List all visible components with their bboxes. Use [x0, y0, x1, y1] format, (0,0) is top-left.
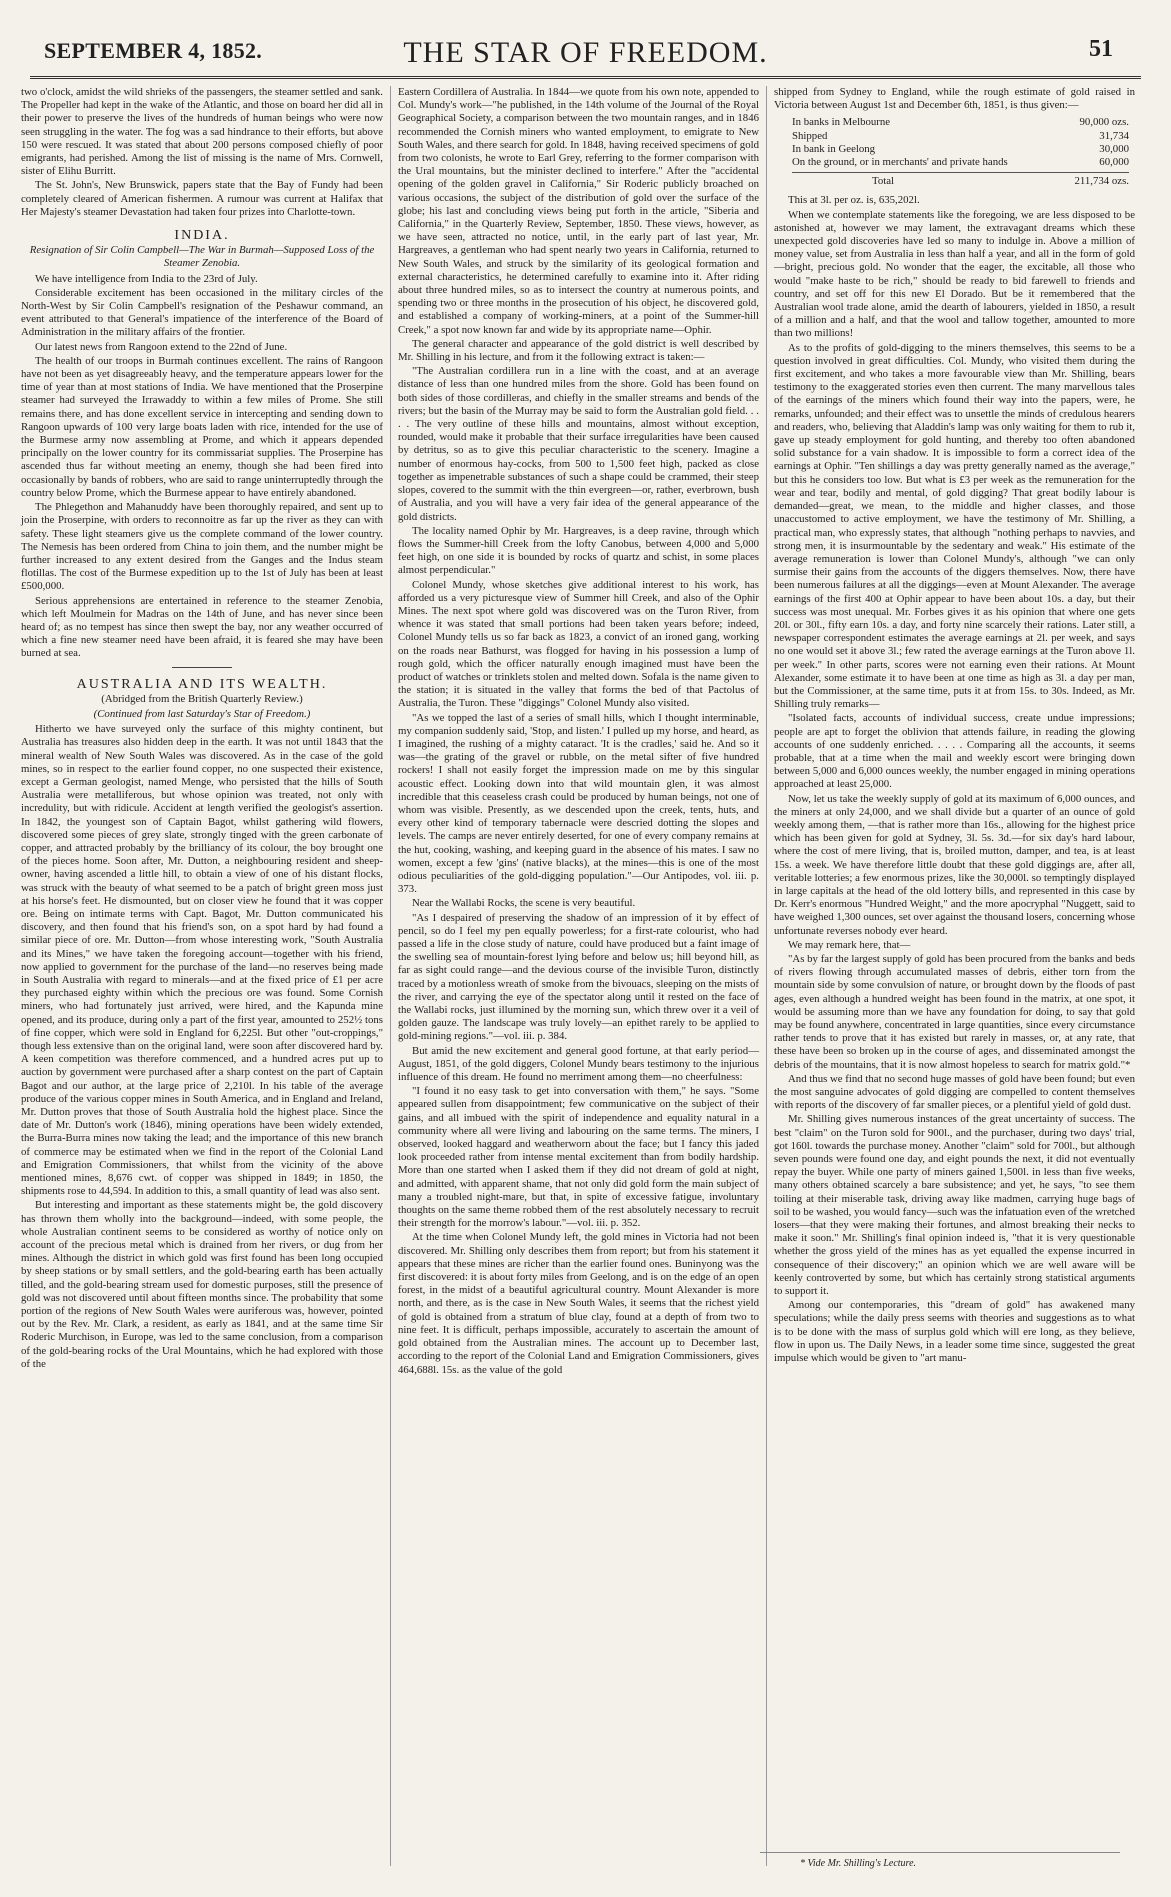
- article-paragraph: Hitherto we have surveyed only the surface of this mighty continent, but Australia has treasures also hidden deep in the earth. It was not until 1843 that the mineral wealth of New South Wales was discovered. As in the case of the gold mines, so in respect to the earlier found copper, no one suspected their existence, except a German geologist, named Menge, who persisted that the hills of South Australia were metalliferous, but whose opinion was treated, not only with incredulity, but with ridicule. Accident at length verified the geologist's assertion. In 1842, the youngest son of Captain Bagot, whilst gathering wild flowers, discovered some pieces of grey slate, strongly tinged with the green carbonate of copper, and attracted probably by the brilliancy of its colour, the boy brought one of the pieces home. Soon after, Mr. Dutton, a neighbouring resident and sheep-owner, having ascended a little hill, to obtain a view of one of his distant flocks, was struck with the beauty of what seemed to be a patch of bright green moss just at his horse's feet. He dismounted, but on closer view he found that it was copper ore. Being on intimate terms with Capt. Bagot, Mr. Dutton communicated his discovery, and then found that his friend's son, on a spot hard by had found a similar piece of ore. Mr. Dutton—from whose interesting work, "South Australia and its Mines," we have taken the foregoing account—together with his friend, now applied to government for the purchase of the land—no reserves being made in South Australia with regard to minerals—and at the fixed price of £1 per acre they purchased eighty within which the precious ore was found. Some Cornish miners, who had fortunately just arrived, were hired, and the Kapunda mine opened, and its produce, during only a part of the first year, amounted to 252½ tons of fine copper, which were sold in England for 6,225l. But other "out-croppings," though less extensive than on the original land, were soon after discovered hard by. A keen competition was therefore commenced, and a hundred acres put up to auction by government were purchased after a sharp contest on the part of Captain Bagot and our author, at the large price of 2,210l. In his table of the average produce of the various copper mines in South America, and in England and Ireland, Mr. Dutton proves that those of South Australia hold the highest place. Since the date of Mr. Dutton's work (1846), mining operations have been widely extended, the Burra-Burra mines now taking the lead; and the importance of this new branch of commerce may be estimated when we find in the report of the Colonial Land and Emigration Commissioners, that whilst from the vicinity of the above mentioned mines, 8,676 cwt. of copper was shipped in 1849; in 1850, the shipments rose to 44,594. In addition to this, a small quantity of lead was also sent.: [21, 723, 383, 1198]
- quote-paragraph: "As I despaired of preserving the shadow of an impression of it by effect of pencil, so do I feel my pen equally powerless; for a first-rate colourist, who had passed a life in the close study of nature, could have produced but a faint image of the swelling sea of mountain-forest lying before and below us; hill beyond hill, as far as sight could range—and the devious course of the invisible Turon, distinctly traced by a motionless wreath of smoke from the bivouacs, sleeping on the mists of the river, and carrying the eye of the spectator along until it rested on the face of the Wallabi rocks, just illumined by the morning sun, which threw over it a veil of golden gauze. The landscape was truly lovely—an epithet rarely to be applied to gold-mining regions."—vol. iii. p. 384.: [398, 911, 759, 1043]
- article-paragraph: This at 3l. per oz. is, 635,202l.: [788, 194, 920, 207]
- article-paragraph: two o'clock, amidst the wild shrieks of the passengers, the steamer settled and sank. The Propeller had kept in the wake of the Atlantic, and those on board her did all in their power to preserve the lives of the hundreds of human beings who were now seen struggling in the water. The fog was a sad hindrance to their efforts, but above 150 were rescued. It was stated that about 200 persons composed chiefly of poor emigrants, had perished. Among the list of missing is the name of Mrs. Cornwell, sister of Elihu Burritt.: [21, 86, 383, 178]
- article-paragraph: Among our contemporaries, this "dream of gold" has awakened many speculations; while the daily press seems with theories and suggestions as to what is to be done with the mass of surplus gold which will ere long, as they believe, flow in upon us. The Daily News, in a leader some time since, suggested the great impulse which would be given to "art manu-: [774, 1299, 1135, 1365]
- header-rule: [30, 76, 1141, 79]
- gold-table-value: 90,000 ozs.: [1079, 116, 1129, 129]
- article-paragraph: Serious apprehensions are entertained in reference to the steamer Zenobia, which left Moulmein for Madras on the 14th of June, and has never since been heard of; as no tempest has since then swept the bay, nor any weather occurred of which a fine new steamer need have been afraid, it is feared she may have been burned at sea.: [21, 594, 383, 660]
- article-paragraph: As to the profits of gold-digging to the miners themselves, this seems to be a question involved in great difficulties. Col. Mundy, who visited them during the first excitement, and who takes a more favourable view than Mr. Shilling, bears testimony to the exaggerated stories even then current. The many marvellous tales of the earnings of the miners which found their way into the papers, were, he remarks, unfounded; and their effect was to unsettle the minds of credulous hearers and readers, who, believing that Aladdin's lamp was only waiting for them to rub it, gave up steady employment for gold hunting, and thereby too often abandoned solid substance for a vain shadow. It is impossible to form a correct idea of the earnings at Ophir. "Ten shillings a day was pretty generally named as the average," but this he considers too low. But what is £3 per week as the remuneration for the wear and tear, bodily and mental, of gold digging? That great bodily labour is demanded—great, we mean, to the middle and higher classes, and those unaccustomed to active employment, we have the testimony of Mr. Shilling, a practical man, who expressly states, that although "nothing perhaps to navvies, and strong men, it is insurmountable by the sedentary and weak." His estimate of the average remuneration is lower than Colonel Mundy's, although "we can only surmise their gains from the accounts of the diggers themselves. Now, there have been numerous failures at all the diggings—even at Mount Alexander. The average earnings of the first 400 at Ophir appear to have been about 10s. a day, but their success was most unequal. Mr. Forbes gives it as his opinion that where one gets 20l. or 30l., fifty earn 10s. a day, and forty nine scarcely their rations. Later still, a newspaper correspondent estimates the average earnings at 2l. per week, and says no one would set it above 3l.; few rated the average earnings at the Turon above 1l. per week." In other parts, scores were not earning even their rations. At Mount Alexander, some estimate it to have been at one time as high as 3l. a day per man, but the Commissioner, at the same time, puts it at from 15s. to 30s. Indeed, as Mr. Shilling truly remarks—: [774, 341, 1135, 711]
- article-paragraph: Considerable excitement has been occasioned in the military circles of the North-West by Sir Colin Campbell's resignation of the Peshawur command, an event attributed to that General's impatience of the interference of the Board of Administration in the military affairs of the frontier.: [21, 286, 383, 339]
- newspaper-title: THE STAR OF FREEDOM.: [403, 36, 768, 69]
- article-paragraph: Colonel Mundy, whose sketches give additional interest to his work, has afforded us a very picturesque view of Summer hill Creek, and also of the Ophir Mines. The next spot where gold was discovered was on the Turon River, from whence it was stated that small portions had been taken years before; indeed, Colonel Mundy tells us so far back as 1823, a convict of an ironed gang, working on the roads near Bathurst, was flogged for having in his possession a lump of rough gold, which the officer naturally enough imagined must have been the product of watches or trinklets stolen and melted down. Sofala is the name given to the station; it is situated in the valley that forms the bed of that Pactolus of Australia, the Turon. These "diggings" Colonel Mundy also visited.: [398, 578, 759, 710]
- quote-paragraph: "The Australian cordillera run in a line with the coast, and at an average distance of less than one hundred miles from the shore. Gold has been found on both sides of those cordilleras, and chiefly in the smaller streams and bends of the rivers; but the basin of the Murray may be said to form the Australian gold field. . . . . The very outline of these hills and mountains, almost without exception, rounded, would make it probable that their surface irregularities have been caused by detritus, so as to give this peculiar characteristic to the scenery. Imagine a number of enormous hay-cocks, from 500 to 1,500 feet high, packed as close together as impenetrable substances of such a shape could be crammed, their steep slopes, covered to the summit with the thin evergreen—or, rather, everbrown, bush of Australia, and you will have a very fair idea of the general appearance of the gold districts.: [398, 365, 759, 523]
- gold-table-total: [792, 172, 1129, 188]
- section-heading-india: INDIA.: [174, 228, 230, 244]
- quote-paragraph: The locality named Ophir by Mr. Hargreaves, is a deep ravine, through which flows the Summer-hill Creek from the lofty Canobus, between 4,000 and 5,000 feet high, on one side it is bounded by rocks of quartz and schist, in some places almost perpendicular.": [398, 524, 759, 577]
- article-paragraph: We may remark here, that—: [788, 938, 911, 951]
- article-paragraph: The Phlegethon and Mahanuddy have been thoroughly repaired, and sent up to join the Proserpine, with orders to reconnoitre as far up the river as they can with safety. These light steamers give us the complete command of the lower country. The Nemesis has been ordered from China to join them, and the number might be further increased to any extent desired from the Ganges and the Indus steam flotillas. The cost of the Burmese expedition up to the 1st of July has been at least £500,000.: [21, 501, 383, 593]
- article-paragraph: And thus we find that no second huge masses of gold have been found; but even the most sanguine advocates of gold digging are compelled to content themselves with reports of the discovery of far smaller pieces, or a plentiful yield of gold dust.: [774, 1072, 1135, 1112]
- gold-table-label: Shipped: [792, 129, 828, 142]
- gold-table-total-value: 211,734 ozs.: [1074, 175, 1129, 188]
- article-paragraph: Now, let us take the weekly supply of gold at its maximum of 6,000 ounces, and the miners at only 24,000, and we shall divide but a quarter of an ounce of gold weekly among them, —that is rather more than 16s., allowing for the highest price which has been given for gold at Sydney, 3l. 5s. 3d.—for six day's hard labour, where the cost of mere living, that is, broiled mutton, damper, and tea, is at least 15s. a week. We have therefore little doubt that these gold diggings are, after all, veritable lotteries; a few enormous prizes, like the 30,000l. so temptingly displayed in large capitals at the head of the old lottery bills, and represented in this case by Dr. Kerr's enormous "Hundred Weight," and the more apocryphal "Nuggett, said to have weighed 1,300 ounces, set over against the thousand losers, concerning whose unfortunate reverses nobody ever heard.: [774, 792, 1135, 937]
- gold-table-label: In banks in Melbourne: [792, 116, 891, 129]
- article-paragraph: The St. John's, New Brunswick, papers state that the Bay of Fundy had been completely cleared of American fishermen. A rumour was current at Halifax that Her Majesty's steamer Devastation had taken four prizes into Charlotte-town.: [21, 179, 383, 218]
- column-2: [390, 86, 766, 1866]
- gold-table-row: [792, 130, 1129, 143]
- gold-table-row: [792, 143, 1129, 156]
- footnote: * Vide Mr. Shilling's Lecture.: [800, 1858, 917, 1869]
- article-paragraph: The health of our troops in Burmah continues excellent. The rains of Rangoon have not been as yet disagreeably heavy, and the temperature appears lower for the time of year than at most stations of India. We have mentioned that the Proserpine steamer had surveyed the Irrawaddy to within a few miles of Prome. She still remains there, and has done excellent service in intercepting and sending down to Rangoon upwards of 100 very large boats laden with rice, intended for the use of the Burmese army now assembling at Prome, and which it appears depended principally on the lower country for its commissariat supplies. The Proserpine has ascended thus far without meeting an enemy, though she had been fired into occasionally by bands of robbers, who are said to range uninterruptedly through the country below Prome, which the Burmese appear to have entirely abandoned.: [21, 354, 383, 499]
- section-subheading: (Continued from last Saturday's Star of Freedom.): [93, 707, 311, 720]
- article-paragraph: But amid the new excitement and general good fortune, at that early period—August, 1851, of the gold diggers, Colonel Mundy bears testimony to the injurious influence of this dream. He found no merriment among them—no cheerfulness:: [398, 1044, 759, 1084]
- gold-table-value: 60,000: [1099, 156, 1129, 169]
- article-paragraph: But interesting and important as these statements might be, the gold discovery has thrown them wholly into the background—indeed, with some people, the whole Australian continent seems to be considered as worthy of notice only on account of the precious metal which is drained from her rivers, or dug from her mines. Although the district in which gold was first found has been long occupied by sheep stations or by small settlers, and the gold-bearing earth has been actually tilled, and the gold-bearing stream used for domestic purposes, still the presence of gold was not discovered until about fifteen months since. The probability that some portion of the regions of New South Wales were auriferous was, however, pointed out by the Rev. Mr. Clark, a resident, as early as 1841, and at the same time Sir Roderic Murchison, in Europe, was led to the same conclusion, from a comparison of the gold-bearing rocks of the Ural Mountains, which he had explored with those of the: [21, 1199, 383, 1370]
- page-number: 51: [1089, 36, 1113, 62]
- column-1: [14, 86, 390, 1866]
- section-heading-australia: AUSTRALIA AND ITS WEALTH.: [76, 676, 328, 692]
- quote-paragraph: "As we topped the last of a series of small hills, which I thought interminable, my companion suddenly said, 'Stop, and listen.' I pulled up my horse, and heard, as I imagined, the rushing of a mighty cataract. 'It is the cradles,' said he. And so it was—the grating of the gravel or rubble, on the metal sifter of five hundred rockers! I shall not easily forget the impression made on me by this singular acoustic effect. Looking down into that wild mountain glen, it was almost incredible that this ceaseless crash could be produced by human beings, not one of whom was visible. Presently, as we descended upon the creek, tents, huts, and every other kind of temporary tabernacle were descried dotting the slopes and levels. The camps are never entirely deserted, for one of every company remains at the hut, cooking, washing, and keeping guard in the absence of his mates. I saw no women, except a few 'gins' (native blacks), at the mines—this is one of the most odious peculiarities of the gold-digging population."—Our Antipodes, vol. iii. p. 373.: [398, 711, 759, 896]
- article-paragraph: Eastern Cordillera of Australia. In 1844—we quote from his own note, appended to Col. Mundy's work—"he published, in the 14th volume of the Journal of the Royal Geographical Society, a comparison between the two mountain ranges, and in 1846 recommended the Cornish miners who wanted employment, to emigrate to New South Wales, and there search for gold. In 1848, having received specimens of gold from two colonists, he wrote to Earl Grey, referring to the former comparison with the Ural mountains, but the minister declined to interfere." After the "accidental opening of the golden gravel in California," Sir Roderic publicly broached on various occasions, the subject of the distribution of gold over the surface of the globe; his last and concluding views being put forth in the article, "Siberia and California," in the Quarterly Review, September, 1850. These views, however, as we have seen, attracted no notice, until, in the early part of last year, Mr. Hargreaves, a gentleman who had spent nearly two years in California, returned to New South Wales, and struck by the similarity of its geological formation and external characteristics, he determined carefully to examine into it. After riding about three hundred miles, so as to intersect the country at numerous points, and spending two or three months in the prosecution of his object, he discovered gold, and established a company of working-miners, at a point of the Summer-hill Creek," a spot now known far and wide by its appropriate name—Ophir.: [398, 86, 759, 336]
- masthead: [0, 0, 1171, 70]
- article-paragraph: At the time when Colonel Mundy left, the gold mines in Victoria had not been discovered. Mr. Shilling only describes them from report; but from his statement it appears that these mines are richer than the earlier found ones. Buninyong was the first discovered: it is about forty miles from Geelong, and is on the edge of an open forest, in the midst of a beautiful agricultural country. Mount Alexander is more north, and there, as is the case in New South Wales, it seems that the richest yield of gold is obtained from a stratum of blue clay, found at a depth of from two to nine feet. It is difficult, perhaps impossible, accurately to ascertain the amount of gold obtained from the Australian mines. The account up to December last, according to the report of the Colonial Land and Emigration Commissioners, gives 464,688l. 15s. as the value of the gold: [398, 1231, 759, 1376]
- gold-table-row: [792, 156, 1129, 169]
- gold-table-row: [792, 116, 1129, 129]
- section-subheading: (Abridged from the British Quarterly Review.): [101, 692, 303, 705]
- gold-table-value: 30,000: [1099, 142, 1129, 155]
- article-paragraph: Near the Wallabi Rocks, the scene is very beautiful.: [412, 897, 636, 910]
- article-paragraph: We have intelligence from India to the 23rd of July.: [35, 272, 258, 285]
- article-paragraph: When we contemplate statements like the foregoing, we are less disposed to be astonished at, however we may lament, the extravagant dreams which these unexpected gold discoveries have led so many to indulge in. Above a million of money value, set from Australia in less than half a year, and all in the form of gold—bright, precious gold. No wonder that the eager, the excitable, all those who would "make haste to be rich," should be ready to bid farewell to friends and country, and set off for this new El Dorado. But be it remembered that the Australian wool trade alone, amid the dearth of labourers, yielded in 1850, a result of a million and a half, and that the wool and tallow together, amounted to more than two millions!: [774, 208, 1135, 340]
- article-paragraph: Our latest news from Rangoon extend to the 22nd of June.: [35, 340, 288, 353]
- quote-paragraph: "Isolated facts, accounts of individual success, create undue impressions; people are apt to forget the oblivion that attends failure, in reading the glowing accounts of one suddenly enriched. . . . . Comparing all the accounts, it seems probable, that at a time when the mail and weekly escort were bringing down between 5,000 and 6,000 ounces weekly, the number engaged in mining operations approached at least 25,000.: [774, 712, 1135, 791]
- column-3: [766, 86, 1142, 1866]
- section-divider: [172, 667, 232, 668]
- gold-table: [792, 116, 1129, 188]
- article-paragraph: shipped from Sydney to England, while the rough estimate of gold raised in Victoria between August 1st and December 6th, 1851, is thus given:—: [774, 86, 1135, 112]
- gold-table-label: On the ground, or in merchants' and private hands: [792, 156, 1008, 169]
- gold-table-value: 31,734: [1099, 129, 1129, 142]
- issue-date: SEPTEMBER 4, 1852.: [44, 38, 263, 63]
- quote-paragraph: "I found it no easy task to get into conversation with them," he says. "Some appeared sullen from disappointment; few communicative on the subject of their gains, and all imbued with the spirit of independence and equality natural in a community where all were living and labouring on the same terms. The miners, I observed, looked haggard and weatherworn about the face; but I fancy this jaded look proceeded rather from intense mental excitement than from bodily hardship. More than one started when I asked them if they did not dream of gold at night, and admitted, with apparent shame, that not only did gold form the main subject of many a troubled night-mare, but that, in spite of excessive fatigue, involuntary thoughts on the same theme robbed them of the rest absolutely necessary to recruit their strength for the morrow's labour."—vol. iii. p. 352.: [398, 1085, 759, 1230]
- section-subheading: Resignation of Sir Colin Campbell—The War in Burmah—Supposed Loss of the Steamer Zenobia.: [29, 244, 375, 270]
- columns: [14, 86, 1144, 1866]
- article-paragraph: The general character and appearance of the gold district is well described by Mr. Shilling in his lecture, and from it the following extract is taken:—: [398, 337, 759, 364]
- quote-paragraph: "As by far the largest supply of gold has been procured from the banks and beds of rivers flowing through accumulated masses of debris, either torn from the mountain side by some convulsion of nature, or brought down by the floods of past ages, even although a hundred weight has been found in the matrix, at one spot, it would be assuming more than we have any foundation for doing, to say that gold may be found anywhere, concentrated in large quantities, since every circumstance rather tends to prove that it has existed but rarely in masses, or, at any rate, that these have been so broken up in the course of ages, and disseminated amongst the debris of the mountains, that it is now almost hopeless to search for matrix gold."*: [774, 953, 1135, 1071]
- gold-table-total-label: Total: [872, 175, 895, 188]
- footnote-rule: [760, 1852, 1120, 1853]
- article-paragraph: Mr. Shilling gives numerous instances of the great uncertainty of success. The best "claim" on the Turon sold for 900l., and the purchaser, during two days' trial, got 160l. towards the purchase money. Another "claim" sold for 700l., but although seven pounds were found one day, and eight pounds the next, it did not eventually repay the buyer. While one party of miners gained 1,500l. in less than five weeks, many others obtained scarcely a bare subsistence; and yet, he says, "to see them toiling at their miserable task, driving away like madmen, carrying huge bags of soil to be washed, you would fancy—such was the infatuation even of the wretched losers—that they were making their fortunes, and almost breaking their necks to make it soon." Mr. Shilling's final opinion indeed is, "that it is very questionable whether the gross yield of the mines has as yet equalled the expense incurred in consequence of their discovery;" an opinion which we are well aware will be keenly controverted by some, but which has certainly strong statistical arguments to support it.: [774, 1113, 1135, 1298]
- gold-table-label: In bank in Geelong: [792, 142, 876, 155]
